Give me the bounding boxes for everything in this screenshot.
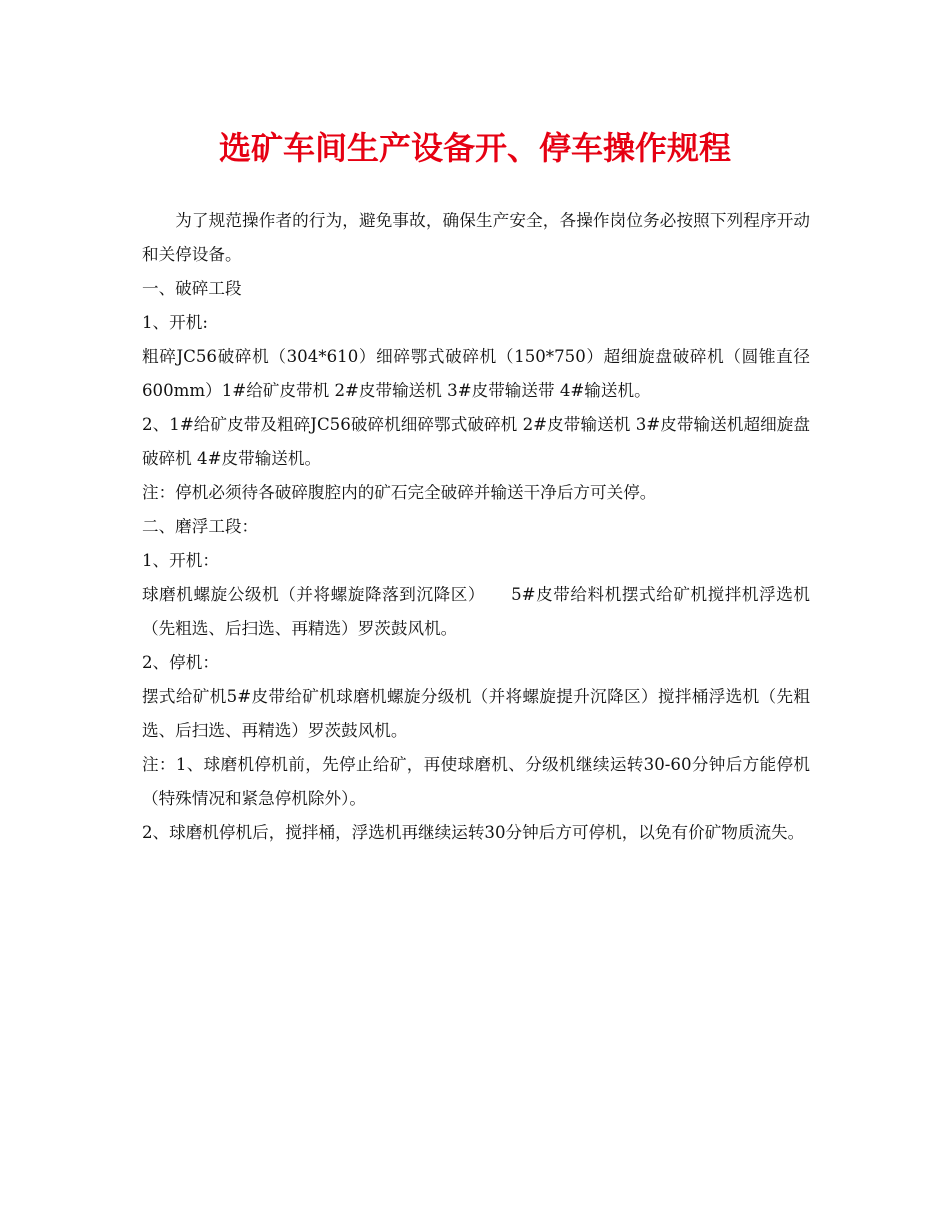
grinding-note-2: 2、球磨机停机后，搅拌桶，浮选机再继续运转30分钟后方可停机，以免有价矿物质流失。 [142, 823, 805, 842]
subheading-stop: 2、停机： [142, 653, 219, 672]
grinding-start-sequence: 球磨机螺旋公级机（并将螺旋降落到沉降区） 5#皮带给料机摆式给矿机搅拌机浮选机（先粗选、后扫选、再精选）罗茨鼓风机。 [142, 585, 810, 638]
grinding-note-1: 注：1、球磨机停机前，先停止给矿，再使球磨机、分级机继续运转30-60分钟后方能停机（特殊情况和紧急停机除外）。 [142, 755, 810, 808]
document-title: 选矿车间生产设备开、停车操作规程 [218, 129, 731, 167]
section-heading-grinding: 二、磨浮工段： [142, 517, 259, 536]
subheading-start: 1、开机: [142, 313, 208, 332]
crushing-start-sequence: 粗碎JC56破碎机（304*610）细碎鄂式破碎机（150*750）超细旋盘破碎机（圆锥直径600mm）1#给矿皮带机 2#皮带输送机 3#皮带输送带 4#输送机。 [142, 347, 810, 400]
section-heading-crushing: 一、破碎工段 [142, 279, 242, 298]
crushing-stop-sequence: 2、1#给矿皮带及粗碎JC56破碎机细碎鄂式破碎机 2#皮带输送机 3#皮带输送机超细旋盘破碎机 4#皮带输送机。 [142, 415, 810, 468]
grinding-stop-sequence: 摆式给矿机5#皮带给矿机球磨机螺旋分级机（并将螺旋提升沉降区）搅拌桶浮选机（先粗选、后扫选、再精选）罗茨鼓风机。 [142, 687, 810, 740]
intro-paragraph: 为了规范操作者的行为，避免事故，确保生产安全，各操作岗位务必按照下列程序开动和关停设备。 [142, 211, 810, 264]
document-body [142, 204, 810, 850]
subheading-start: 1、开机： [142, 551, 219, 570]
crushing-note: 注：停机必须待各破碎腹腔内的矿石完全破碎并输送干净后方可关停。 [142, 483, 657, 502]
